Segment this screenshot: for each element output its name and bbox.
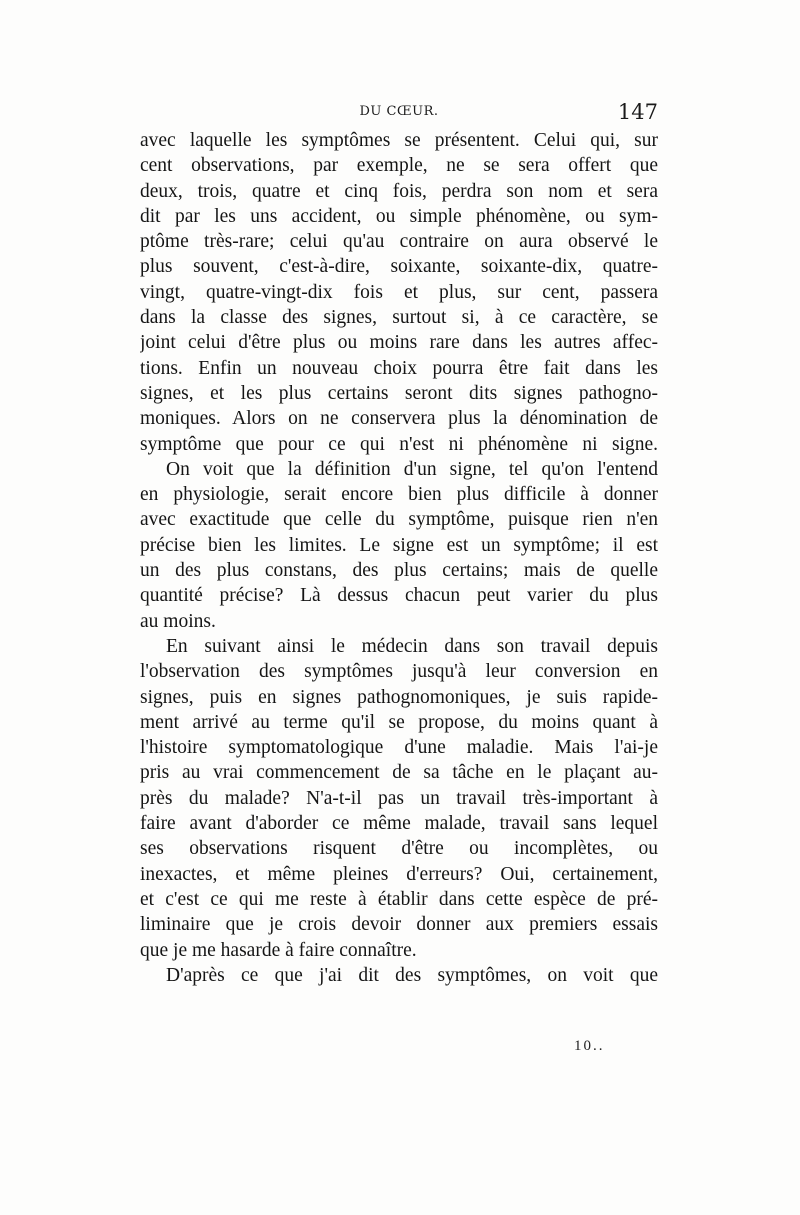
signature-mark: 10.. [574,1038,605,1054]
text-line: et c'est ce qui me reste à établir dans cette espèce de pré- [140,888,658,910]
text-line: au moins. [140,610,216,632]
text-line: un des plus constans, des plus certains; mais de quelle [140,560,658,582]
text-line: avec exactitude que celle du symptôme, puisque rien n'en [140,509,658,531]
text-line: deux, trois, quatre et cinq fois, perdra son nom et sera [140,180,658,202]
text-line: près du malade? N'a-t-il pas un travail très-important à [140,787,658,809]
text-line: signes, et les plus certains seront dits signes pathogno- [140,382,658,404]
text-line: faire avant d'aborder ce même malade, travail sans lequel [140,813,658,835]
text-line: quantité précise? Là dessus chacun peut varier du plus [140,585,658,607]
text-line: ment arrivé au terme qu'il se propose, du moins quant à [140,711,658,733]
text-line: dit par les uns accident, ou simple phénomène, ou sym- [140,205,658,227]
text-line: avec laquelle les symptômes se présentent. Celui qui, sur [140,130,658,151]
text-line: dans la classe des signes, surtout si, à ce caractère, se [140,307,658,329]
page-header [140,100,658,128]
text-line: On voit que la définition d'un signe, tel qu'on l'entend [166,458,658,480]
text-line: que je me hasarde à faire connaître. [140,939,417,961]
text-line: joint celui d'être plus ou moins rare dans les autres affec- [140,332,658,354]
text-line: l'histoire symptomatologique d'une maladie. Mais l'ai-je [140,737,658,759]
body-text [140,128,658,988]
text-line: pris au vrai commencement de sa tâche en le plaçant au- [140,762,658,784]
text-line: moniques. Alors on ne conservera plus la dénomination de [140,408,658,430]
text-line: l'observation des symptômes jusqu'à leur conversion en [140,661,658,683]
text-line: ses observations risquent d'être ou incomplètes, ou [140,838,658,860]
text-line: en physiologie, serait encore bien plus difficile à donner [140,484,658,506]
text-line: D'après ce que j'ai dit des symptômes, on voit que [166,964,658,986]
text-line: inexactes, et même pleines d'erreurs? Oui, certainement, [140,863,658,885]
text-line: symptôme que pour ce qui n'est ni phénomène ni signe. [140,433,658,455]
page-number: 147 [617,100,658,124]
text-line: plus souvent, c'est-à-dire, soixante, soixante-dix, quatre- [140,256,658,278]
text-line: cent observations, par exemple, ne se sera offert que [140,155,658,177]
running-head: DU CŒUR. [359,104,439,119]
text-line: tions. Enfin un nouveau choix pourra être fait dans les [140,357,658,379]
text-line: signes, puis en signes pathognomoniques, je suis rapide- [140,686,658,708]
text-line: vingt, quatre-vingt-dix fois et plus, sur cent, passera [140,281,658,303]
text-line: En suivant ainsi le médecin dans son travail depuis [166,635,658,657]
text-line: précise bien les limites. Le signe est un symptôme; il est [140,534,658,556]
text-line: ptôme très-rare; celui qu'au contraire on aura observé le [140,231,658,253]
text-line: liminaire que je crois devoir donner aux premiers essais [140,914,658,936]
